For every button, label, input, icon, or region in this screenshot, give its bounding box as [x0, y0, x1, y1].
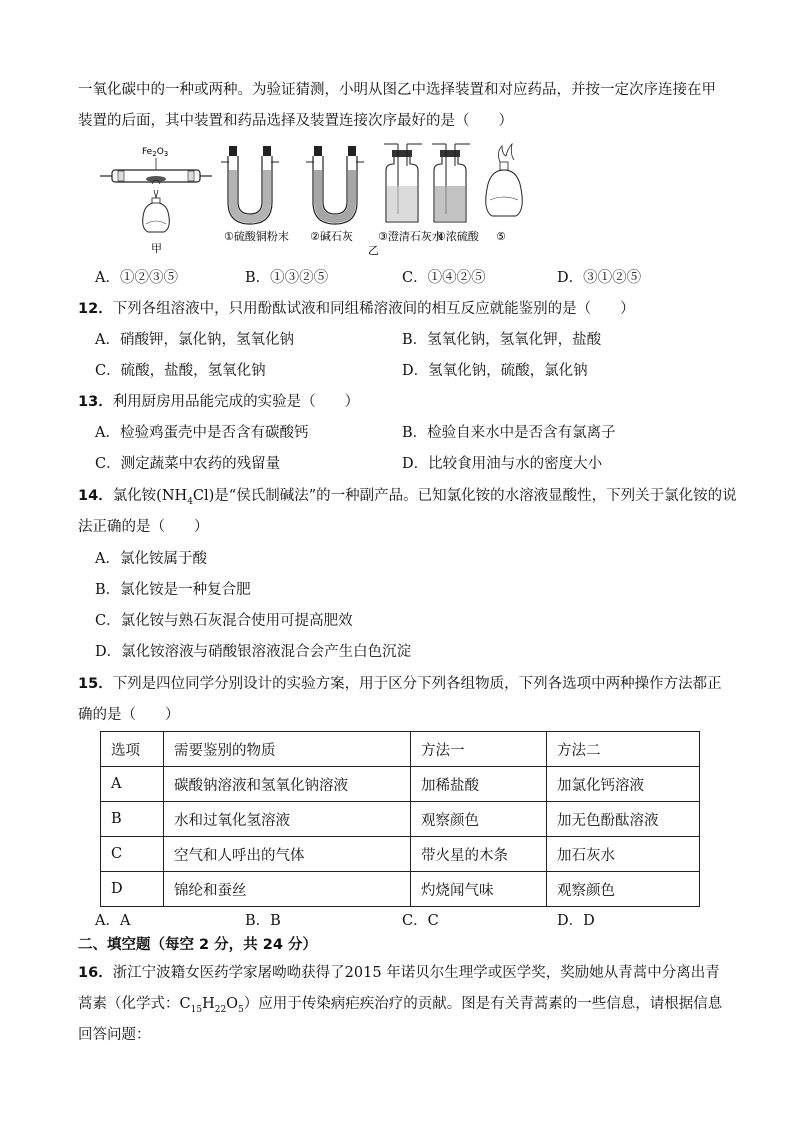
q15-option-d: D．D — [557, 913, 595, 929]
table-cell: 锦纶和蚕丝 — [164, 872, 411, 907]
q13-stem: 13．利用厨房用品能完成的实验是（ ） — [78, 394, 360, 410]
table-cell: C — [101, 837, 164, 872]
q16-stem-line3: 回答问题： — [78, 1027, 151, 1043]
table-row — [101, 837, 700, 872]
apparatus-alcohol-lamp — [486, 144, 523, 243]
q12-option-d: D．氢氧化钠，硫酸，氯化钠 — [402, 363, 588, 379]
q13-option-a: A．检验鸡蛋壳中是否含有碳酸钙 — [95, 425, 309, 441]
q16-number: 16 — [78, 965, 99, 981]
label-jia: 甲 — [151, 242, 162, 255]
table-header: 方法一 — [411, 732, 547, 767]
q13-option-b: B．检验自来水中是否含有氯离子 — [402, 425, 616, 441]
table-cell: 加石灰水 — [547, 837, 700, 872]
caption-3: ③澄清石灰水 — [378, 230, 443, 243]
q12-option-b: B．氢氧化钠，氢氧化钾，盐酸 — [402, 332, 602, 348]
q12-stem: 12．下列各组溶液中，只用酚酞试液和同组稀溶液间的相互反应就能鉴别的是（ ） — [78, 301, 635, 317]
q16-stem-line2: 蒿素（化学式：$C_{15}H_{22}O_5$）应用于传染病疟疾治疗的贡献。图是有关青蒿素的一些信息，请根据信息 — [78, 996, 723, 1015]
table-cell: B — [101, 802, 164, 837]
caption-1: ①硫酸铜粉末 — [224, 230, 289, 243]
q15-stem-line2: 确的是（ ） — [78, 707, 180, 723]
table-cell: 加无色酚酞溶液 — [547, 802, 700, 837]
q14-option-d: D．氯化铵溶液与硝酸银溶液混合会产生白色沉淀 — [95, 644, 412, 660]
table-header: 需要鉴别的物质 — [164, 732, 411, 767]
q11-option-c: C．①④②⑤ — [402, 270, 486, 286]
apparatus-bottle-4 — [432, 144, 480, 243]
q13-option-c: C．测定蔬菜中农药的残留量 — [95, 456, 281, 472]
apparatus-bottle-3 — [378, 144, 443, 243]
apparatus-u-tube-1 — [221, 146, 289, 243]
q16-stem: 16．浙江宁波籍女医药学家屠呦呦获得了2015 年诺贝尔生理学或医学奖，奖励她从青蒿中分离出青 — [78, 965, 720, 981]
table-header: 选项 — [101, 732, 164, 767]
table-cell: 观察颜色 — [411, 802, 547, 837]
q14-option-a: A．氯化铵属于酸 — [95, 551, 207, 567]
table-row — [101, 767, 700, 802]
q15-option-c: C．C — [402, 913, 439, 929]
q12-option-c: C．硫酸，盐酸，氢氧化钠 — [95, 363, 266, 379]
apparatus-jia — [100, 147, 212, 255]
section-title: 二、填空题（每空 2 分，共 24 分） — [78, 937, 317, 953]
caption-4: ④浓硫酸 — [436, 230, 479, 243]
q11-stem-line2: 装置的后面，其中装置和药品选择及装置连接次序最好的是（ ） — [78, 113, 513, 129]
table-cell: 灼烧闻气味 — [411, 872, 547, 907]
fe2o3-label: $Fe_2O_3$ — [142, 147, 169, 158]
q12-option-a: A．硝酸钾，氯化钠，氢氧化钠 — [95, 332, 294, 348]
apparatus-figure — [96, 140, 526, 258]
q15-table — [100, 731, 700, 907]
q13-number: 13 — [78, 394, 99, 410]
table-cell: A — [101, 767, 164, 802]
table-cell: 加稀盐酸 — [411, 767, 547, 802]
table-cell: 加氯化钙溶液 — [547, 767, 700, 802]
q14-number: 14 — [78, 488, 99, 504]
table-cell: D — [101, 872, 164, 907]
table-header-row — [101, 732, 700, 767]
label-yi: 乙 — [368, 244, 379, 257]
q11-stem-line1: 一氧化碳中的一种或两种。为验证猜测，小明从图乙中选择装置和对应药品，并按一定次序连接在甲 — [78, 82, 716, 98]
q12-number: 12 — [78, 301, 99, 317]
caption-2: ②碱石灰 — [310, 230, 353, 243]
table-cell: 带火星的木条 — [411, 837, 547, 872]
q15-option-a: A．A — [95, 913, 131, 929]
table-header: 方法二 — [547, 732, 700, 767]
q14-option-b: B．氯化铵是一种复合肥 — [95, 582, 251, 598]
table-row — [101, 872, 700, 907]
q11-option-d: D．③①②⑤ — [557, 270, 642, 286]
q15-number: 15 — [78, 676, 99, 692]
q14-option-c: C．氯化铵与熟石灰混合使用可提高肥效 — [95, 613, 353, 629]
q15-stem: 15．下列是四位同学分别设计的实验方案，用于区分下列各组物质，下列各选项中两种操作方法都正 — [78, 676, 722, 692]
q14-stem-line2: 法正确的是（ ） — [78, 519, 209, 535]
table-cell: 碳酸钠溶液和氢氧化钠溶液 — [164, 767, 411, 802]
apparatus-u-tube-2 — [306, 146, 364, 243]
q14-stem: 14．氯化铵$(NH_4Cl)$是“侯氏制碱法”的一种副产品。已知氯化铵的水溶液显酸性，下列关于氯化铵的说 — [78, 488, 737, 507]
table-row — [101, 802, 700, 837]
q13-option-d: D．比较食用油与水的密度大小 — [402, 456, 603, 472]
q15-option-b: B．B — [245, 913, 281, 929]
table-cell: 观察颜色 — [547, 872, 700, 907]
table-cell: 水和过氧化氢溶液 — [164, 802, 411, 837]
caption-5: ⑤ — [496, 230, 506, 243]
q11-option-b: B．①③②⑤ — [245, 270, 329, 286]
table-cell: 空气和人呼出的气体 — [164, 837, 411, 872]
q11-option-a: A．①②③⑤ — [95, 270, 178, 286]
